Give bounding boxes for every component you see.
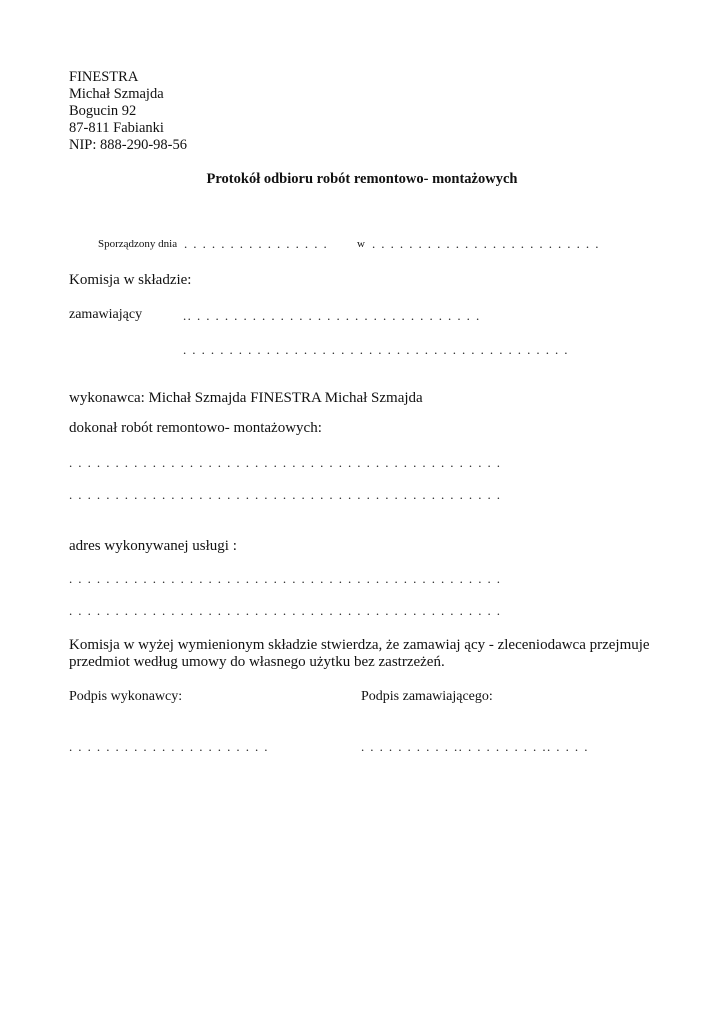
contractor-signature-label: Podpis wykonawcy: <box>69 689 183 704</box>
street-address: Bogucin 92 <box>69 103 137 119</box>
work-dots-2: . . . . . . . . . . . . . . . . . . . . . . . . . . . . . . . . . . . . . . . . . . . . . . . <box>69 487 502 502</box>
contractor-line: wykonawca: Michał Szmajda FINESTRA Michał Szmajda <box>69 390 423 406</box>
address-dots-2: . . . . . . . . . . . . . . . . . . . . . . . . . . . . . . . . . . . . . . . . . . . . . . . <box>69 603 502 618</box>
performed-label: dokonał robót remontowo- montażowych: <box>69 420 322 436</box>
drafted-place-dots: . . . . . . . . . . . . . . . . . . . . . . . . . <box>372 236 600 251</box>
ordering-label: zamawiający <box>69 307 143 322</box>
address-dots-1: . . . . . . . . . . . . . . . . . . . . . . . . . . . . . . . . . . . . . . . . . . . . . . . <box>69 571 502 586</box>
drafted-label: Sporządzony dnia <box>98 238 178 250</box>
city-address: 87-811 Fabianki <box>69 120 164 136</box>
address-label: adres wykonywanej usługi : <box>69 538 237 554</box>
client-signature-label: Podpis zamawiającego: <box>361 689 493 704</box>
nip-number: NIP: 888-290-98-56 <box>69 137 188 153</box>
contractor-signature-dots: . . . . . . . . . . . . . . . . . . . . . . <box>69 739 269 754</box>
drafted-date-dots: . . . . . . . . . . . . . . . . <box>184 236 329 251</box>
commission-label: Komisja w składzie: <box>69 272 192 288</box>
document-title: Protokół odbioru robót remontowo- montażowych <box>206 171 518 187</box>
company-name: FINESTRA <box>69 69 139 85</box>
statement-line-2: przedmiot według umowy do własnego użytku bez zastrzeżeń. <box>69 654 445 670</box>
statement-line-1: Komisja w wyżej wymienionym składzie stwierdza, że zamawiaj ący - zleceniodawca przejmuje <box>69 637 650 653</box>
ordering-dots-1: .. . . . . . . . . . . . . . . . . . . . . . . . . . . . . . . . <box>183 308 481 323</box>
drafted-place-label: w <box>357 238 365 250</box>
client-signature-dots: . . . . . . . . . . .. . . . . . . . . .. . . . . <box>361 739 589 754</box>
ordering-dots-2: . . . . . . . . . . . . . . . . . . . . . . . . . . . . . . . . . . . . . . . . . . <box>183 342 569 357</box>
owner-name: Michał Szmajda <box>69 86 164 102</box>
work-dots-1: . . . . . . . . . . . . . . . . . . . . . . . . . . . . . . . . . . . . . . . . . . . . . . . <box>69 455 502 470</box>
